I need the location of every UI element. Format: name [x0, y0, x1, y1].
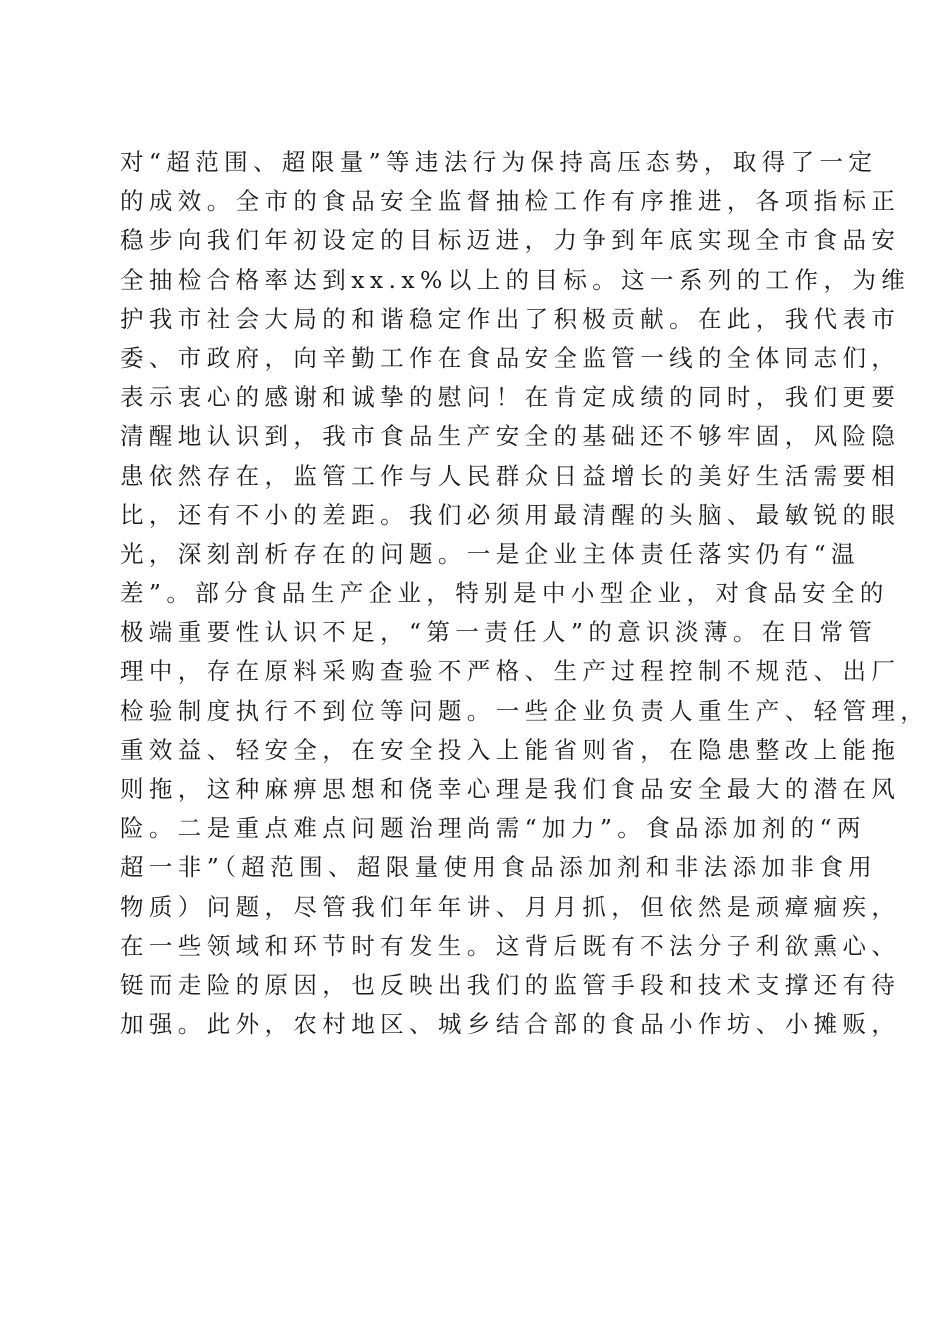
- text-line: 的成效。全市的食品安全监督抽检工作有序推进，各项指标正: [120, 187, 901, 216]
- text-line: 全抽检合格率达到xx.x%以上的目标。这一系列的工作，为维: [120, 265, 911, 294]
- text-line: 极端重要性认识不足，“第一责任人”的意识淡薄。在日常管: [120, 618, 878, 647]
- text-line: 光，深刻剖析存在的问题。一是企业主体责任落实仍有“温: [120, 539, 860, 568]
- text-line: 表示衷心的感谢和诚挚的慰问！在肯定成绩的同时，我们更要: [120, 383, 901, 412]
- text-line: 委、市政府，向辛勤工作在食品安全监管一线的全体同志们，: [120, 343, 901, 372]
- text-line: 铤而走险的原因，也反映出我们的监管手段和技术支撑还有待: [120, 970, 901, 999]
- text-line: 在一些领域和环节时有发生。这背后既有不法分子利欲熏心、: [120, 931, 901, 960]
- text-line: 清醒地认识到，我市食品生产安全的基础还不够牢固，风险隐: [120, 422, 901, 451]
- text-line: 差”。部分食品生产企业，特别是中小型企业，对食品安全的: [120, 579, 889, 608]
- text-line: 理中，存在原料采购查验不严格、生产过程控制不规范、出厂: [120, 657, 901, 686]
- text-line: 则拖，这种麻痹思想和侥幸心理是我们食品安全最大的潜在风: [120, 775, 901, 803]
- text-line: 险。二是重点难点问题治理尚需“加力”。食品添加剂的“两: [120, 814, 866, 843]
- text-line: 超一非”（超范围、超限量使用食品添加剂和非法添加非食用: [120, 853, 878, 882]
- text-line: 比，还有不小的差距。我们必须用最清醒的头脑、最敏锐的眼: [120, 500, 901, 529]
- text-line: 患依然存在，监管工作与人民群众日益增长的美好生活需要相: [120, 461, 901, 490]
- text-line: 重效益、轻安全，在安全投入上能省则省，在隐患整改上能拖: [120, 735, 901, 764]
- text-line: 对“超范围、超限量”等违法行为保持高压态势，取得了一定: [120, 148, 878, 176]
- text-line: 稳步向我们年初设定的目标迈进，力争到年底实现全市食品安: [120, 226, 901, 255]
- text-line: 护我市社会大局的和谐稳定作出了积极贡献。在此，我代表市: [120, 304, 901, 333]
- text-line: 检验制度执行不到位等问题。一些企业负责人重生产、轻管理，: [120, 696, 930, 725]
- text-line: 物质）问题，尽管我们年年讲、月月抓，但依然是顽瘴痼疾，: [120, 892, 901, 921]
- text-line: 加强。此外，农村地区、城乡结合部的食品小作坊、小摊贩，: [120, 1010, 901, 1039]
- body-text: [120, 143, 930, 1044]
